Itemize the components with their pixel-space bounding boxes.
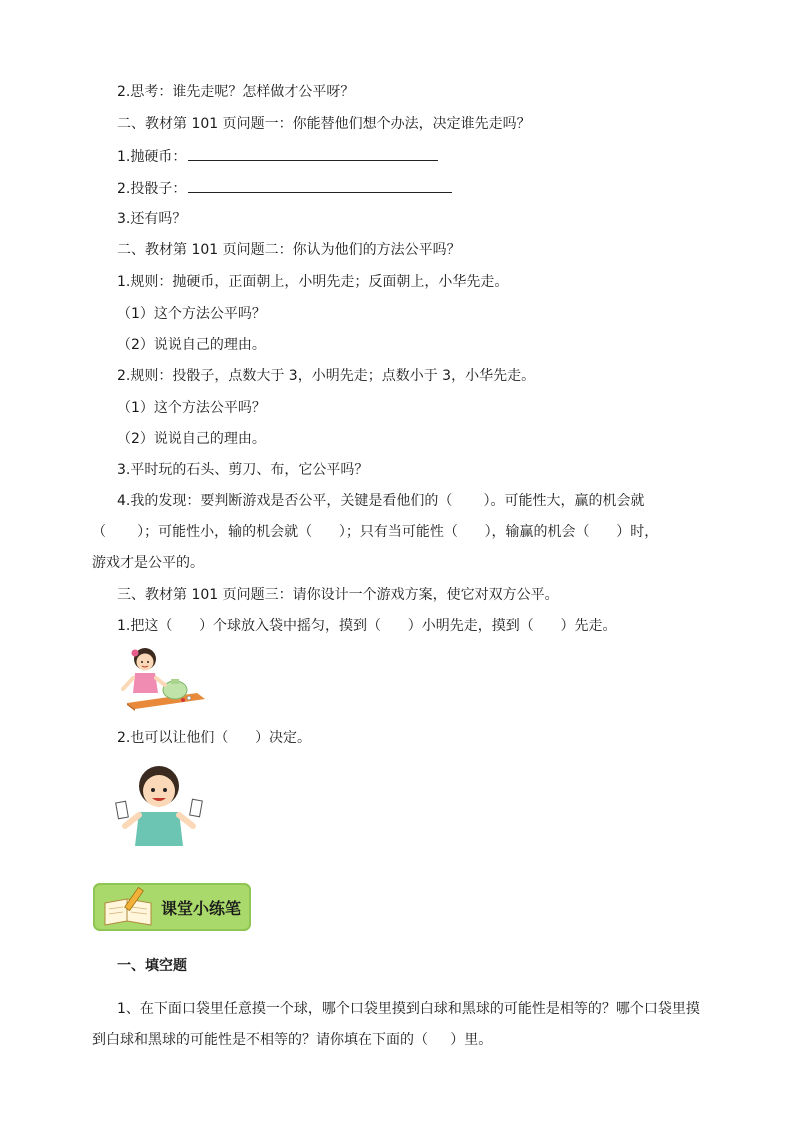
balls-blank-3[interactable] [534, 618, 561, 634]
balls-blank-1[interactable] [172, 618, 199, 634]
line-rps: 3.平时玩的石头、剪刀、布，它公平吗？ [117, 462, 369, 478]
balls-text-a: 1.把这（ [117, 618, 173, 634]
practice-q1-line2 [92, 1030, 492, 1050]
notebook-pencil-icon [101, 885, 157, 929]
discovery-blank-4[interactable] [458, 524, 485, 540]
line-question-two: 二、教材第 101 页问题二：你认为他们的方法公平吗？ [117, 242, 461, 258]
line-fair-q1: （1）这个方法公平吗？ [117, 306, 266, 322]
decide-blank[interactable] [228, 730, 255, 746]
practice-q1-text-a: 到白球和黑球的可能性是不相等的？请你填在下面的（ [92, 1032, 428, 1048]
line-decide [117, 728, 311, 748]
balls-text-d: ）先走。 [560, 618, 617, 634]
line-fair-q2: （1）这个方法公平吗？ [117, 400, 266, 416]
coin-answer-blank[interactable] [188, 146, 438, 161]
line-dice [117, 178, 452, 199]
line-reason-q1: （2）说说自己的理由。 [117, 337, 266, 353]
discovery-blank-2[interactable] [106, 524, 137, 540]
discovery-blank-5[interactable] [590, 524, 617, 540]
practice-q1-text-b: ）里。 [450, 1032, 493, 1048]
line-question-three: 三、教材第 101 页问题三：请你设计一个游戏方案，使它对双方公平。 [117, 587, 559, 603]
section-banner [93, 883, 251, 931]
boy-with-cards-illustration [113, 760, 205, 846]
discovery-text-a: 4.我的发现：要判断游戏是否公平，关键是看他们的（ [117, 493, 453, 509]
line-balls [117, 616, 616, 636]
discovery-text-c: （ [92, 524, 106, 540]
balls-text-b: ）个球放入袋中摇匀，摸到（ [199, 618, 382, 634]
practice-q1-blank[interactable] [428, 1032, 450, 1048]
line-discovery-2 [92, 522, 658, 542]
line-question-one: 二、教材第 101 页问题一：你能替他们想个办法，决定谁先走吗？ [117, 116, 531, 132]
discovery-text-g: ）时， [616, 524, 659, 540]
balls-text-c: ）小明先走，摸到（ [407, 618, 534, 634]
practice-q1-line1: 1、在下面口袋里任意摸一个球，哪个口袋里摸到白球和黑球的可能性是相等的？哪个口袋里摸 [117, 1001, 700, 1017]
line-rule-dice: 2.规则：投骰子，点数大于 3，小明先走；点数小于 3，小华先走。 [117, 368, 536, 384]
line-discovery-3: 游戏才是公平的。 [92, 555, 204, 571]
dice-answer-blank[interactable] [188, 178, 452, 193]
coin-label: 1.抛硬币： [117, 149, 187, 165]
balls-blank-2[interactable] [381, 618, 408, 634]
practice-heading: 一、填空题 [117, 958, 187, 974]
discovery-text-b: ）。可能性大，赢的机会就 [483, 493, 645, 509]
girl-with-bag-illustration [113, 645, 209, 711]
discovery-text-f: ），输赢的机会（ [484, 524, 590, 540]
dice-label: 2.投骰子： [117, 181, 187, 197]
decide-text-a: 2.也可以让他们（ [117, 730, 229, 746]
banner-label: 课堂小练笔 [161, 899, 242, 918]
discovery-blank-3[interactable] [312, 524, 339, 540]
discovery-blank-1[interactable] [452, 493, 483, 509]
line-other: 3.还有吗？ [117, 211, 187, 227]
decide-text-b: ）决定。 [255, 730, 312, 746]
line-discovery [117, 491, 645, 511]
discovery-text-e: ）；只有当可能性（ [338, 524, 458, 540]
line-think: 2.思考：谁先走呢？怎样做才公平呀？ [117, 84, 355, 100]
line-coin [117, 146, 438, 167]
discovery-text-d: ）；可能性小，输的机会就（ [137, 524, 313, 540]
line-rule-coin: 1.规则：抛硬币，正面朝上，小明先走；反面朝上，小华先走。 [117, 274, 509, 290]
line-reason-q2: （2）说说自己的理由。 [117, 431, 266, 447]
